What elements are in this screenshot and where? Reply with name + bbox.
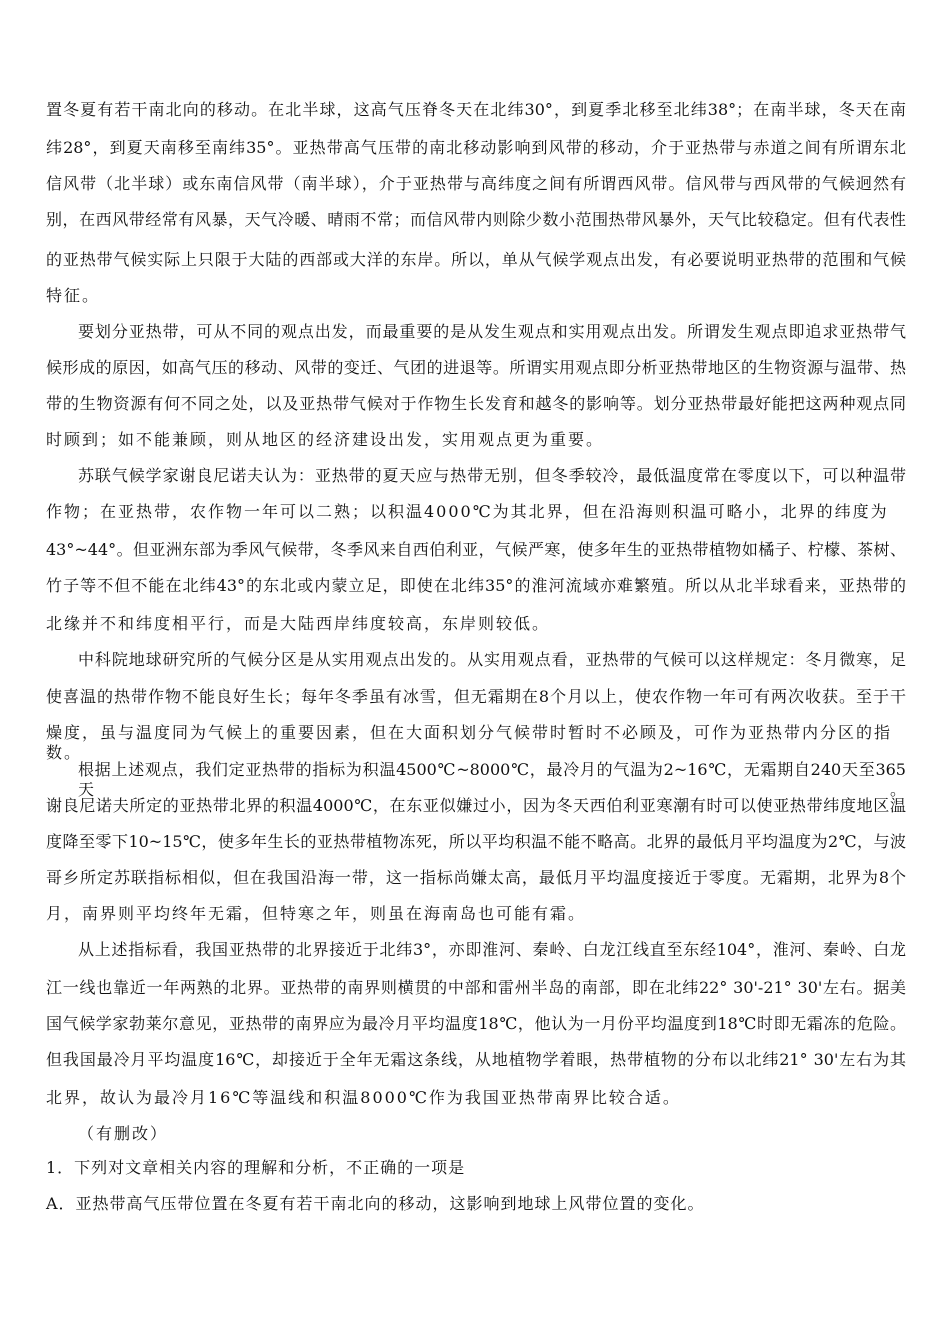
question-option-a: A．亚热带高气压带位置在冬夏有若干南北向的移动，这影响到地球上风带位置的变化。 (46, 1194, 705, 1213)
question-stem: 1．下列对文章相关内容的理解和分析，不正确的一项是 (46, 1158, 466, 1177)
paragraph-5-line: 月，南界则平均终年无霜，但特寒之年，则虽在海南岛也可能有霜。 (46, 904, 587, 923)
paragraph-6-line: 江一线也靠近一年两熟的北界。亚热带的南界则横贯的中部和雷州半岛的南部，即在北纬22° 30'-21° 30'左右。据美 (46, 978, 906, 997)
paragraph-3-line: 43°~44°。但亚洲东部为季风气候带，冬季风来自西伯利亚，气候严寒，使多年生的亚热带植物如橘子、柠檬、茶树、 (46, 540, 906, 559)
paragraph-1-line: 特征。 (46, 286, 101, 305)
paragraph-6-line: 国气候学家勃莱尔意见，亚热带的南界应为最冷月平均温度18℃，他认为一月份平均温度到18℃时即无霜冻的危险。 (46, 1014, 906, 1033)
paragraph-3-line: 北缘并不和纬度相平行，而是大陆西岸纬度较高，东岸则较低。 (46, 614, 551, 633)
paragraph-2-line: 带的生物资源有何不同之处，以及亚热带气候对于作物生长发育和越冬的影响等。划分亚热带最好能把这两种观点同 (46, 394, 906, 413)
paragraph-1-line: 别，在西风带经常有风暴，天气冷暖、晴雨不常；而信风带内则除少数小范围热带风暴外，天气比较稳定。但有代表性 (46, 210, 906, 229)
paragraph-3-line: 苏联气候学家谢良尼诺夫认为：亚热带的夏天应与热带无别，但冬季较冷，最低温度常在零度以下，可以种温带 (78, 466, 906, 485)
paragraph-5-line: 根据上述观点，我们定亚热带的指标为积温4500℃~8000℃，最冷月的气温为2~16℃，无霜期自240天至365天。 (78, 760, 906, 799)
paragraph-3-line: 作物；在亚热带，农作物一年可以二熟；以积温4000℃为其北界，但在沿海则积温可略小，北界的纬度为 (46, 502, 889, 521)
source-note: （有删改） (78, 1124, 169, 1143)
paragraph-2-line: 要划分亚热带，可从不同的观点出发，而最重要的是从发生观点和实用观点出发。所谓发生观点即追求亚热带气 (78, 322, 906, 341)
paragraph-6-line: 但我国最冷月平均温度16℃，却接近于全年无霜这条线，从地植物学着眼，热带植物的分布以北纬21° 30'左右为其 (46, 1050, 906, 1069)
paragraph-2-line: 时顾到；如不能兼顾，则从地区的经济建设出发，实用观点更为重要。 (46, 430, 605, 449)
paragraph-5-line: 哥乡所定苏联指标相似，但在我国沿海一带，这一指标尚嫌太高，最低月平均温度接近于零度。无霜期，北界为8个 (46, 868, 906, 887)
paragraph-1-line: 信风带（北半球）或东南信风带（南半球），介于亚热带与高纬度之间有所谓西风带。信风带与西风带的气候迥然有 (46, 174, 906, 193)
paragraph-4-line: 中科院地球研究所的气候分区是从实用观点出发的。从实用观点看，亚热带的气候可以这样规定：冬月微寒，足 (78, 650, 906, 669)
paragraph-2-line: 候形成的原因，如高气压的移动、风带的变迁、气团的进退等。所谓实用观点即分析亚热带地区的生物资源与温带、热 (46, 358, 906, 377)
paragraph-1-line: 的亚热带气候实际上只限于大陆的西部或大洋的东岸。所以，单从气候学观点出发，有必要说明亚热带的范围和气候 (46, 250, 906, 269)
paragraph-5-line: 度降至零下10~15℃，使多年生长的亚热带植物冻死，所以平均积温不能不略高。北界的最低月平均温度为2℃，与波 (46, 832, 906, 851)
paragraph-4-line: 燥度，虽与温度同为气候上的重要因素，但在大面积划分气候带时暂时不必顾及，可作为亚热带内分区的指数。 (46, 723, 893, 762)
paragraph-4-line: 使喜温的热带作物不能良好生长；每年冬季虽有冰雪，但无霜期在8个月以上，使农作物一年可有两次收获。至于干 (46, 687, 906, 706)
paragraph-3-line: 竹子等不但不能在北纬43°的东北或内蒙立足，即使在北纬35°的淮河流域亦难繁殖。所以从北半球看来，亚热带的 (46, 576, 906, 595)
paragraph-1-line: 纬28°，到夏天南移至南纬35°。亚热带高气压带的南北移动影响到风带的移动，介于亚热带与赤道之间有所谓东北 (46, 138, 906, 157)
paragraph-5-line: 谢良尼诺夫所定的亚热带北界的积温4000℃，在东亚似嫌过小，因为冬天西伯利亚寒潮有时可以使亚热带纬度地区温 (46, 796, 906, 815)
paragraph-6-line: 从上述指标看，我国亚热带的北界接近于北纬3°，亦即淮河、秦岭、白龙江线直至东经104°，淮河、秦岭、白龙 (78, 940, 906, 959)
paragraph-1-line: 置冬夏有若干南北向的移动。在北半球，这高气压脊冬天在北纬30°，到夏季北移至北纬38°；在南半球，冬天在南 (46, 100, 906, 119)
paragraph-6-line: 北界，故认为最冷月16℃等温线和积温8000℃作为我国亚热带南界比较合适。 (46, 1088, 681, 1107)
